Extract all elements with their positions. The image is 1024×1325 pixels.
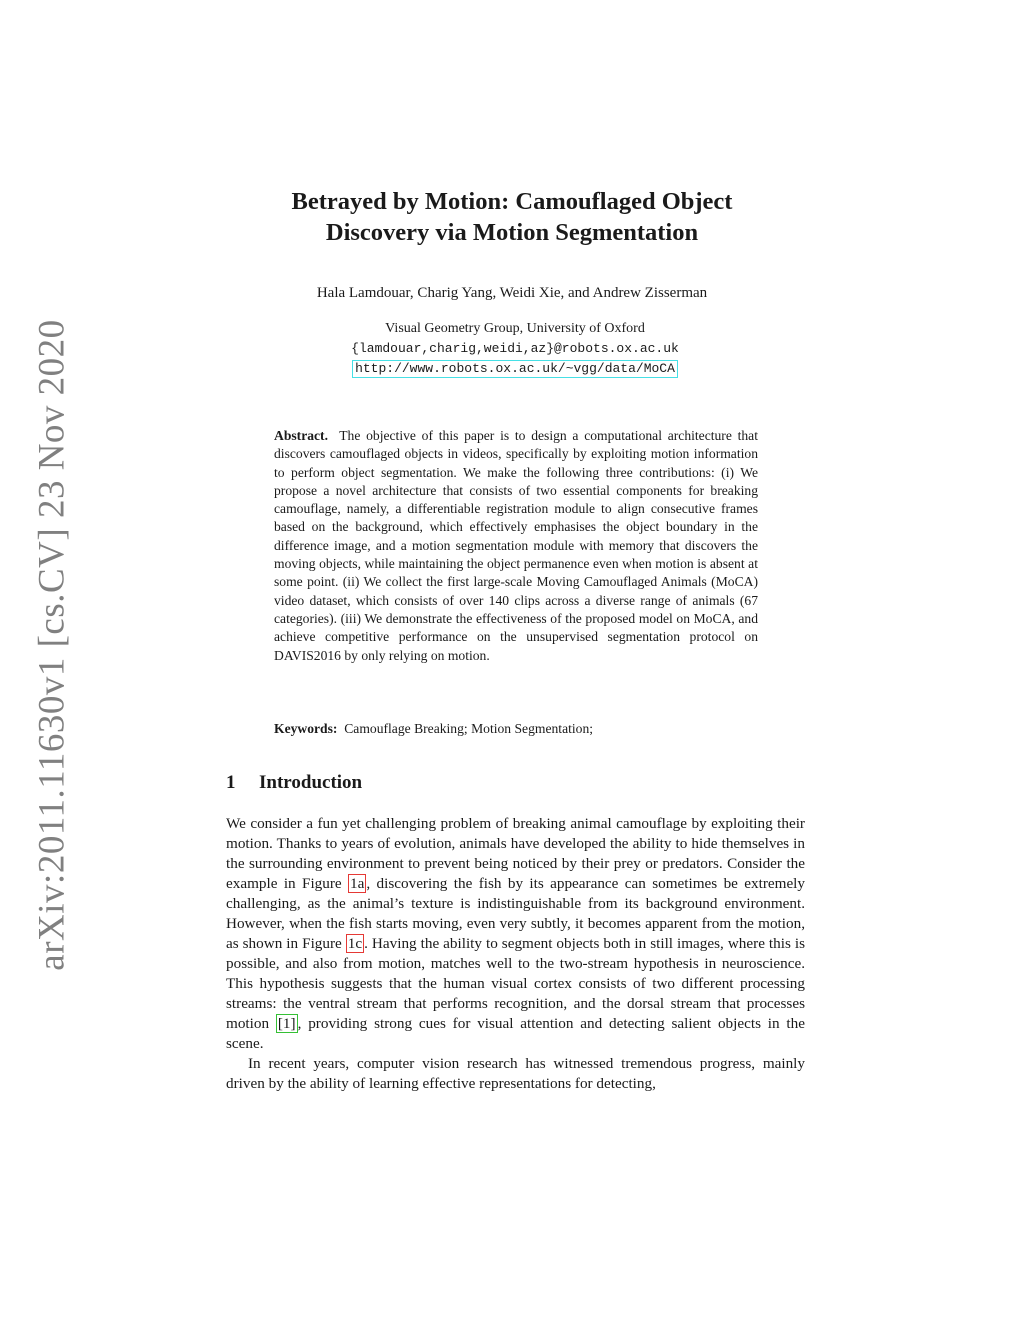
affiliation-block <box>0 319 1024 379</box>
keywords <box>274 720 758 738</box>
author-list: Hala Lamdouar, Charig Yang, Weidi Xie, and Andrew Zisserman <box>316 285 708 301</box>
section-heading <box>226 771 362 795</box>
abstract-text: The objective of this paper is to design a computational architecture that discovers camouflaged objects in videos, specifically by exploiting motion information to perform object segmentation. We make the following three contributions: (i) We propose a novel architecture that consists of two essential components for breaking camouflage, namely, a differentiable registration module to align consecutive frames based on the background, which effectively emphasises the object boundary in the difference image, and a motion segmentation module with memory that discovers the moving objects, while maintaining the object permanence even when motion is absent at some point. (ii) We collect the first large-scale Moving Camouflaged Animals (MoCA) video dataset, which consists of over 140 clips across a diverse range of animals (67 categories). (iii) We demonstrate the effectiveness of the proposed model on MoCA, and achieve competitive performance on the unsupervised segmentation protocol on DAVIS2016 by only relying on motion. <box>274 428 758 663</box>
abstract <box>274 427 758 665</box>
keywords-text: Camouflage Breaking; Motion Segmentation; <box>344 721 594 736</box>
intro-text-segment: , providing strong cues for visual attention and detecting salient objects in the scene. <box>226 1015 805 1052</box>
author-emails: {lamdouar,charig,weidi,az}@robots.ox.ac.uk <box>351 341 679 356</box>
intro-text-segment: , discovering the fish by its appearance can sometimes be extremely challenging, as the animal’s texture is indistinguishable from its background environment. However, when the fish starts moving, even very subtly, it becomes apparent from the motion, as shown in Figure <box>226 875 805 952</box>
section-title: Introduction <box>259 772 363 793</box>
dataset-url-link[interactable]: http://www.robots.ox.ac.uk/~vgg/data/MoCA <box>352 360 678 378</box>
title-line-2: Discovery via Motion Segmentation <box>325 219 699 246</box>
paper-title <box>0 186 1024 248</box>
arxiv-identifier: arXiv:2011.11630v1 [cs.CV] 23 Nov 2020 <box>31 319 73 971</box>
figure-1c-link[interactable]: 1c <box>347 935 363 952</box>
introduction-body <box>226 814 805 1094</box>
citation-1-link[interactable]: [1] <box>277 1015 296 1032</box>
intro-text-segment: . Having the ability to segment objects both in still images, where this is possible, and also from motion, matches well to the two-stream hypothesis in neuroscience. This hypothesis suggests that the human visual cortex consists of two different processing streams: the ventral stream that performs recognition, and the dorsal stream that processes motion <box>226 935 806 1032</box>
title-line-1: Betrayed by Motion: Camouflaged Object <box>291 188 733 215</box>
institution: Visual Geometry Group, University of Oxford <box>385 321 645 336</box>
figure-1a-link[interactable]: 1a <box>350 875 365 892</box>
section-number: 1 <box>226 772 236 793</box>
keywords-label: Keywords: <box>274 721 338 736</box>
intro-paragraph-2: In recent years, computer vision research has witnessed tremendous progress, mainly driven by the ability of learning effective representations for detecting, <box>226 1055 805 1092</box>
intro-text-segment: We consider a fun yet challenging problem of breaking animal camouflage by exploiting their motion. Thanks to years of evolution, animals have developed the ability to hide themselves in the surrounding environment to prevent being noticed by their prey or predators. Consider the example in Figure <box>226 815 805 892</box>
abstract-label: Abstract. <box>274 428 328 443</box>
arxiv-stamp <box>0 0 73 971</box>
intro-paragraph-1 <box>226 814 805 1054</box>
